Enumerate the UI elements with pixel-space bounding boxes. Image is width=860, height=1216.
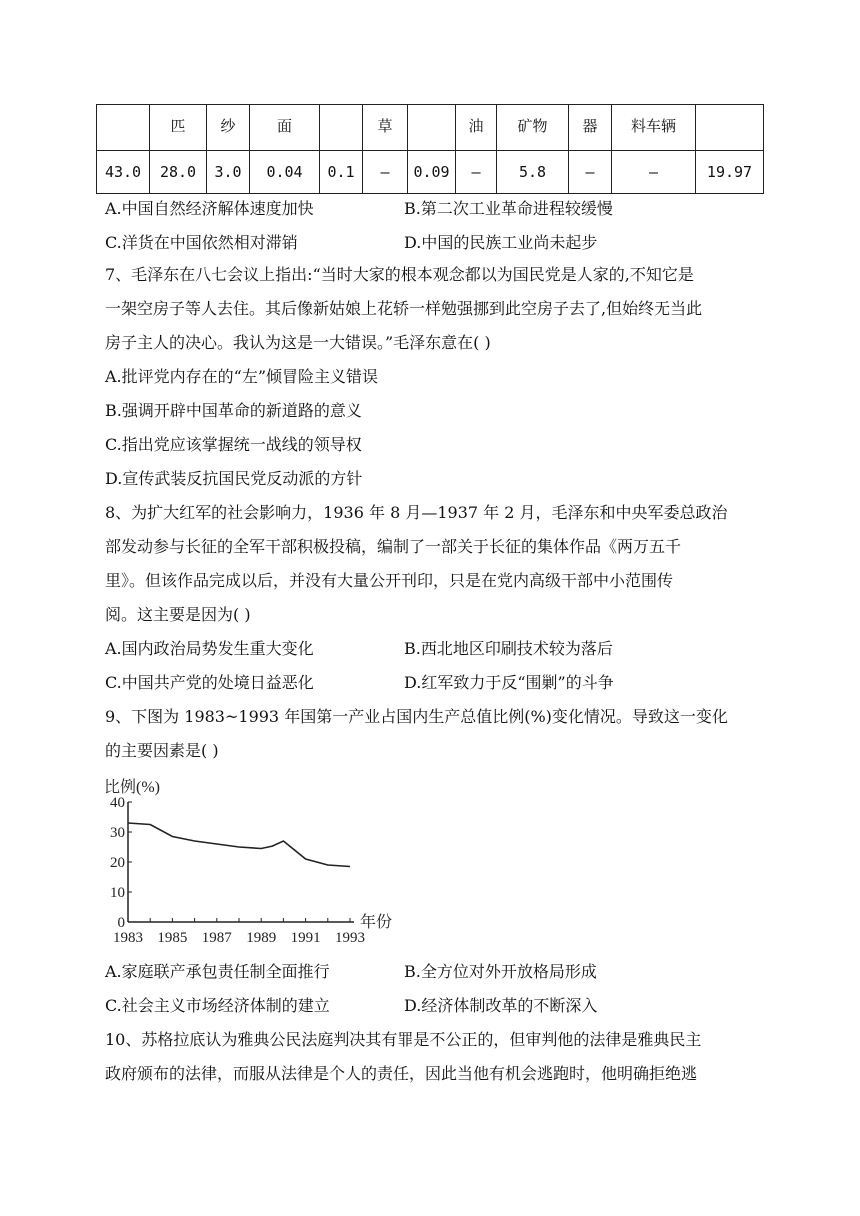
q8-stem-line: 8、为扩大红军的社会影响力，1936 年 8 月—1937 年 2 月，毛泽东和中央军委总政治 [105,503,728,522]
q8-option-c: C.中国共产党的处境日益恶化 [105,673,314,692]
q6-option-a: A.中国自然经济解体速度加快 [105,199,314,218]
q9-option-d: D.经济体制改革的不断深入 [404,996,598,1015]
table-cell: 5.8 [497,151,569,194]
q6-option-c: C.洋货在中国依然相对滞销 [105,233,298,252]
table-cell: 矿物 [497,105,569,151]
table-cell: — [569,151,612,194]
table-cell: 器 [569,105,612,151]
q7-stem-line: 7、毛泽东在八七会议上指出:“当时大家的根本观念都以为国民党是人家的,不知它是 [105,265,694,284]
x-axis-title: 年份 [360,914,393,931]
table-cell: — [456,151,497,194]
table-header-row [97,105,764,151]
y-tick-label: 0 [117,915,125,931]
q9-option-c: C.社会主义市场经济体制的建立 [105,996,330,1015]
q6-option-b: B.第二次工业革命进程较缓慢 [404,199,613,218]
q7-option-b: B.强调开辟中国革命的新道路的意义 [105,401,362,420]
q7-option-a: A.批评党内存在的“左”倾冒险主义错误 [105,367,379,386]
table-cell: 料车辆 [612,105,696,151]
table-cell: 43.0 [97,151,150,194]
q7-stem-line: 一架空房子等人去住。其后像新姑娘上花轿一样勉强挪到此空房子去了,但始终无当此 [105,299,703,318]
data-table [96,104,764,194]
q9-option-a: A.家庭联产承包责任制全面推行 [105,962,330,981]
table-cell: — [363,151,408,194]
x-tick-label: 1983 [113,930,143,946]
q9-stem-line: 9、下图为 1983~1993 年国第一产业占国内生产总值比例(%)变化情况。导致这一变化 [105,707,728,726]
table-cell: — [612,151,696,194]
q8-stem-line: 阅。这主要是因为( ) [105,605,251,624]
x-tick-label: 1985 [157,930,188,946]
q8-option-d: D.红军致力于反“围剿”的斗争 [404,673,614,692]
y-axis-title: 比例(%) [104,779,160,796]
x-tick-label: 1989 [246,930,277,946]
table-cell: 0.09 [408,151,456,194]
q7-stem-line: 房子主人的决心。我认为这是一大错误。”毛泽东意在( ) [105,333,491,352]
table-cell [696,105,764,151]
table-cell: 0.04 [250,151,320,194]
q7-option-c: C.指出党应该掌握统一战线的领导权 [105,435,362,454]
q8-stem-line: 部发动参与长征的全军干部积极投稿，编制了一部关于长征的集体作品《两万五千 [105,537,682,556]
q7-option-d: D.宣传武装反抗国民党反动派的方针 [105,469,363,488]
x-tick-label: 1991 [290,930,321,946]
q8-stem-line: 里》。但该作品完成以后，并没有大量公开刊印，只是在党内高级干部中小范围传 [105,571,674,590]
table-cell: 纱 [207,105,250,151]
q10-stem-line: 政府颁布的法律，而服从法律是个人的责任，因此当他有机会逃跑时，他明确拒绝逃 [105,1064,698,1083]
q10-stem-line: 10、苏格拉底认为雅典公民法庭判决其有罪是不公正的，但审判他的法律是雅典民主 [105,1030,702,1049]
x-tick-label: 1987 [201,930,232,946]
table-cell: 3.0 [207,151,250,194]
table-cell: 28.0 [150,151,207,194]
y-tick-label: 10 [110,885,125,901]
gdp-share-chart [100,772,400,948]
table-cell: 0.1 [320,151,363,194]
y-tick-label: 40 [110,795,125,811]
table-cell: 草 [363,105,408,151]
series-line [128,823,350,867]
x-tick-label: 1993 [335,930,365,946]
table-cell [97,105,150,151]
table-cell [320,105,363,151]
q9-option-b: B.全方位对外开放格局形成 [404,962,597,981]
table-cell: 匹 [150,105,207,151]
q8-option-b: B.西北地区印刷技术较为落后 [404,639,613,658]
table-value-row [97,151,764,194]
table-cell: 19.97 [696,151,764,194]
y-tick-label: 20 [110,855,125,871]
q9-stem-line: 的主要因素是( ) [105,741,219,760]
q8-option-a: A.国内政治局势发生重大变化 [105,639,314,658]
q6-option-d: D.中国的民族工业尚未起步 [404,233,598,252]
y-tick-label: 30 [110,825,125,841]
table-cell: 面 [250,105,320,151]
table-cell [408,105,456,151]
table-cell: 油 [456,105,497,151]
